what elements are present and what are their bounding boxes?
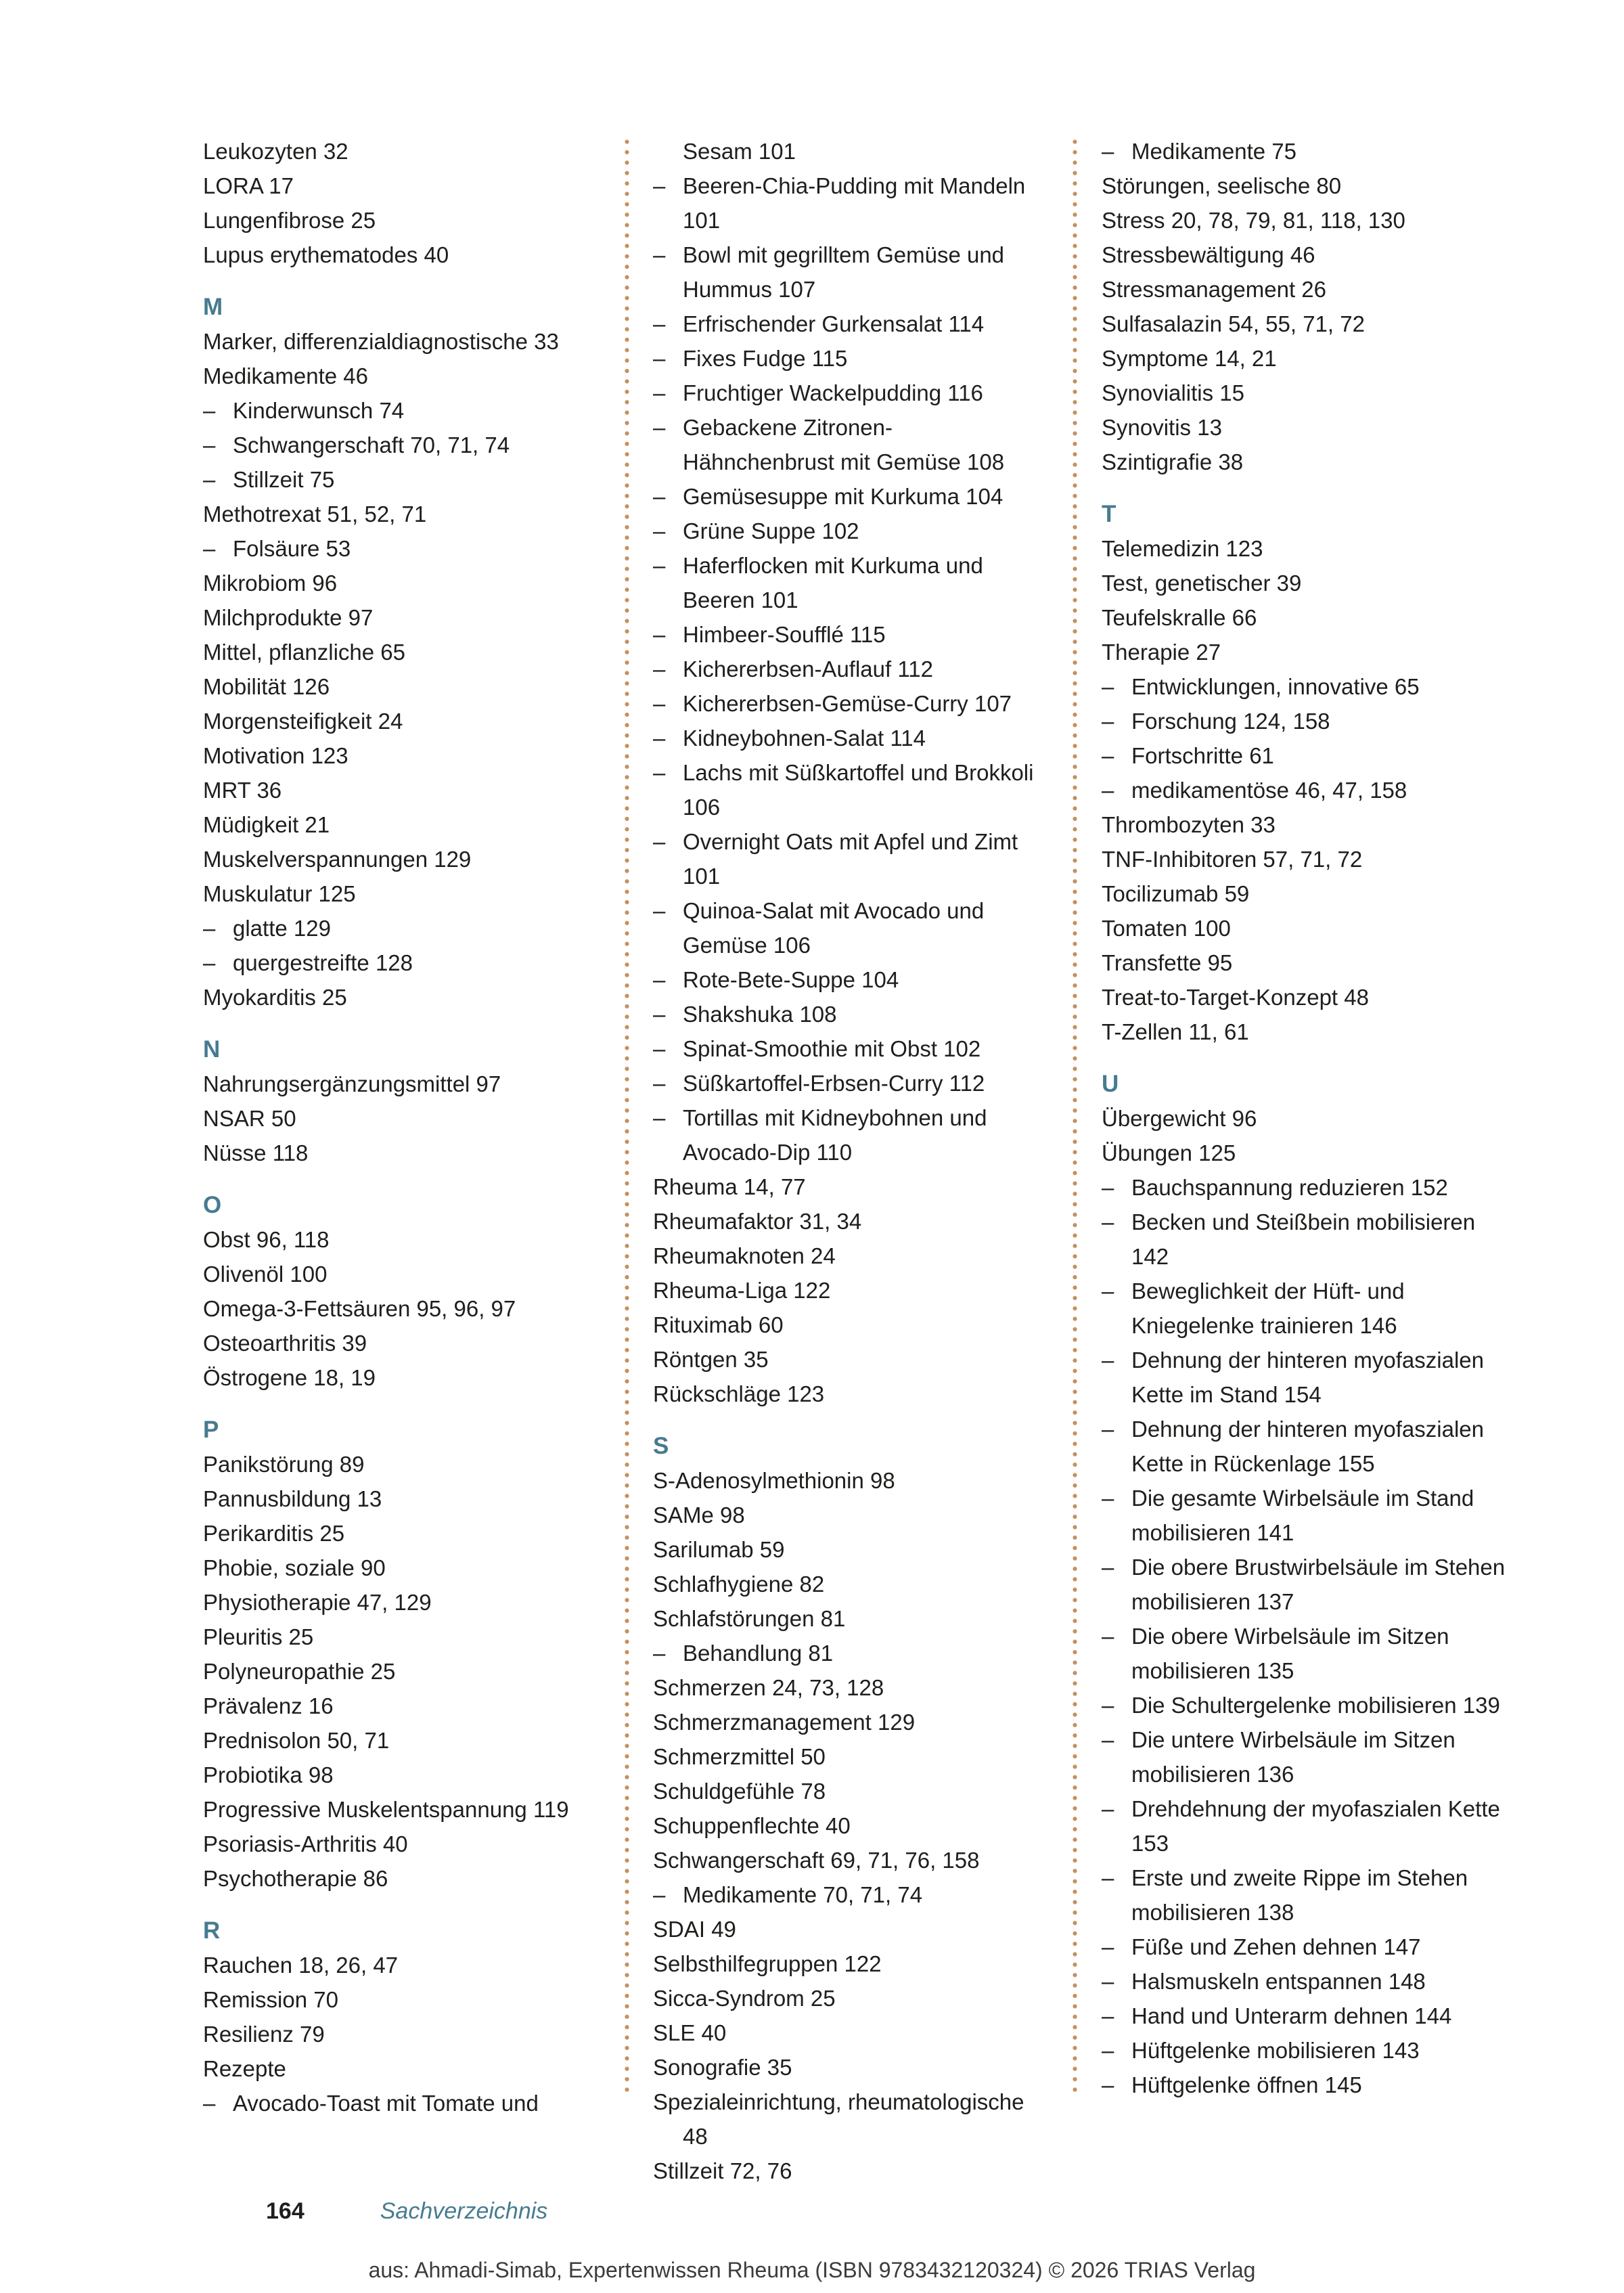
index-column-1: [203, 134, 592, 2120]
subentry-dash: –: [1102, 1624, 1114, 1649]
index-entry: Telemedizin 123: [1102, 536, 1263, 561]
index-entry: Panikstörung 89: [203, 1452, 365, 1477]
index-entry: Lungenfibrose 25: [203, 208, 376, 233]
index-subentry: – Entwicklungen, innovative 65: [1102, 669, 1508, 704]
copyright-line: aus: Ahmadi-Simab, Expertenwissen Rheuma (ISBN 9783432120324) © 2026 TRIAS Verlag: [368, 2258, 1256, 2282]
subentry-dash: –: [203, 950, 216, 975]
index-entry: Pleuritis 25: [203, 1624, 314, 1649]
index-entry: Treat-to-Target-Konzept 48: [1102, 985, 1369, 1010]
index-entry: Schmerzmittel 50: [653, 1744, 826, 1769]
index-entry: Tomaten 100: [1102, 916, 1231, 941]
index-subentry: – Die obere Brustwirbelsäule im Stehen mobilisieren 137: [1102, 1550, 1508, 1619]
index-entry: Motivation 123: [203, 743, 348, 768]
index-subentry: – Kidneybohnen-Salat 114: [653, 721, 1042, 755]
index-entry: MRT 36: [203, 778, 282, 803]
index-entry: Muskelverspannungen 129: [203, 847, 472, 872]
subentry-dash: –: [1102, 2003, 1114, 2028]
index-subentry: – Süßkartoffel-Erbsen-Curry 112: [653, 1066, 1042, 1100]
index-entry: Schlafstörungen 81: [653, 1606, 846, 1631]
letter-heading: R: [203, 1917, 221, 1944]
subentry-dash: –: [653, 242, 666, 267]
index-subentry: – Beeren-Chia-Pudding mit Mandeln 101: [653, 169, 1042, 238]
subentry-dash: –: [653, 656, 666, 682]
index-entry: Stressmanagement 26: [1102, 277, 1327, 302]
letter-heading: S: [653, 1433, 669, 1459]
subentry-dash: –: [653, 1071, 666, 1096]
index-subentry: – Overnight Oats mit Apfel und Zimt 101: [653, 824, 1042, 893]
index-subentry: – Medikamente 75: [1102, 134, 1508, 169]
index-entry: Nüsse 118: [203, 1140, 309, 1165]
index-subentry: – Shakshuka 108: [653, 997, 1042, 1031]
index-entry: Schmerzen 24, 73, 128: [653, 1675, 884, 1700]
index-entry: Omega-3-Fettsäuren 95, 96, 97: [203, 1296, 516, 1321]
subentry-dash: –: [1102, 1278, 1114, 1304]
index-subentry: – Hüftgelenke mobilisieren 143: [1102, 2033, 1508, 2068]
subentry-dash: –: [203, 916, 216, 941]
subentry-dash: –: [1102, 743, 1114, 768]
index-entry: SLE 40: [653, 2020, 727, 2045]
index-entry: Teufelskralle 66: [1102, 605, 1257, 630]
index-entry: Schwangerschaft 69, 71, 76, 158: [653, 1848, 980, 1873]
subentry-dash: –: [653, 622, 666, 647]
subentry-dash: –: [653, 1036, 666, 1061]
index-entry: Progressive Muskelentspannung 119: [203, 1797, 569, 1822]
index-subentry: – Dehnung der hinteren myofaszialen Kette in Rückenlage 155: [1102, 1412, 1508, 1481]
index-entry: Polyneuropathie 25: [203, 1659, 396, 1684]
index-entry: Schmerzmanagement 129: [653, 1710, 916, 1735]
index-entry: Szintigrafie 38: [1102, 449, 1244, 474]
index-subentry: – Fortschritte 61: [1102, 738, 1508, 773]
column-separator-1: [625, 139, 629, 2098]
index-subentry: – Medikamente 70, 71, 74: [653, 1877, 1042, 1912]
subentry-dash: –: [203, 432, 216, 458]
index-entry: Östrogene 18, 19: [203, 1365, 376, 1390]
index-subentry: – Halsmuskeln entspannen 148: [1102, 1964, 1508, 1999]
subentry-dash: –: [1102, 1348, 1114, 1373]
index-entry: NSAR 50: [203, 1106, 296, 1131]
index-subentry: – Stillzeit 75: [203, 462, 592, 497]
index-subentry: – Becken und Steißbein mobilisieren 142: [1102, 1205, 1508, 1274]
subentry-dash: –: [1102, 139, 1114, 164]
index-entry: Nahrungsergänzungsmittel 97: [203, 1071, 501, 1096]
index-subentry: – Erste und zweite Rippe im Stehen mobilisieren 138: [1102, 1861, 1508, 1930]
index-subentry: – Erfrischender Gurkensalat 114: [653, 307, 1042, 341]
subentry-dash: –: [653, 173, 666, 198]
index-entry: Schuldgefühle 78: [653, 1779, 826, 1804]
index-entry: Synovitis 13: [1102, 415, 1222, 440]
index-subentry: – Bowl mit gegrilltem Gemüse und Hummus 107: [653, 238, 1042, 307]
subentry-dash: –: [1102, 1555, 1114, 1580]
index-entry: Psoriasis-Arthritis 40: [203, 1831, 408, 1856]
index-subentry: – Die Schultergelenke mobilisieren 139: [1102, 1688, 1508, 1722]
subentry-dash: –: [653, 760, 666, 785]
index-entry: Therapie 27: [1102, 640, 1221, 665]
index-entry: Lupus erythematodes 40: [203, 242, 449, 267]
index-entry: Tocilizumab 59: [1102, 881, 1250, 906]
subentry-dash: –: [1102, 1796, 1114, 1821]
index-subentry: – Forschung 124, 158: [1102, 704, 1508, 738]
subentry-dash: –: [653, 380, 666, 405]
index-entry: Stillzeit 72, 76: [653, 2158, 792, 2183]
subentry-dash: –: [653, 518, 666, 543]
index-entry: Übungen 125: [1102, 1140, 1236, 1165]
subentry-dash: –: [653, 484, 666, 509]
index-entry: Physiotherapie 47, 129: [203, 1590, 432, 1615]
subentry-dash: –: [1102, 709, 1114, 734]
index-entry: Olivenöl 100: [203, 1262, 328, 1287]
subentry-dash: –: [653, 415, 666, 440]
index-entry: Thrombozyten 33: [1102, 812, 1276, 837]
index-entry: Rituximab 60: [653, 1312, 784, 1337]
index-subentry: – Die obere Wirbelsäule im Sitzen mobilisieren 135: [1102, 1619, 1508, 1688]
index-entry: Müdigkeit 21: [203, 812, 330, 837]
subentry-dash: –: [653, 726, 666, 751]
index-entry: Rheuma-Liga 122: [653, 1278, 831, 1303]
index-subentry: – Spinat-Smoothie mit Obst 102: [653, 1031, 1042, 1066]
index-subentry: – Avocado-Toast mit Tomate und: [203, 2086, 592, 2120]
subentry-dash: –: [1102, 2038, 1114, 2063]
subentry-dash: –: [1102, 1209, 1114, 1234]
index-entry: Sarilumab 59: [653, 1537, 785, 1562]
index-entry: Remission 70: [203, 1987, 338, 2012]
letter-heading: T: [1102, 501, 1116, 527]
index-subentry: – Fruchtiger Wackelpudding 116: [653, 376, 1042, 410]
index-subentry: – Grüne Suppe 102: [653, 514, 1042, 548]
index-subentry: – Drehdehnung der myofaszialen Kette 153: [1102, 1791, 1508, 1861]
index-entry: Rauchen 18, 26, 47: [203, 1953, 399, 1978]
index-subentry: – Himbeer-Soufflé 115: [653, 617, 1042, 652]
index-entry: Stress 20, 78, 79, 81, 118, 130: [1102, 208, 1405, 233]
subentry-dash: –: [653, 967, 666, 992]
index-entry: Spezialeinrichtung, rheumatologische 48: [653, 2089, 1024, 2149]
section-title: Sachverzeichnis: [380, 2198, 548, 2224]
index-entry: Test, genetischer 39: [1102, 571, 1302, 596]
index-entry: Psychotherapie 86: [203, 1866, 388, 1891]
page-number: 164: [266, 2198, 304, 2224]
letter-heading: U: [1102, 1071, 1119, 1097]
index-entry: TNF-Inhibitoren 57, 71, 72: [1102, 847, 1363, 872]
index-entry: Schuppenflechte 40: [653, 1813, 851, 1838]
subentry-dash: –: [653, 1641, 666, 1666]
index-subentry: – Rote-Bete-Suppe 104: [653, 962, 1042, 997]
index-entry: Methotrexat 51, 52, 71: [203, 502, 427, 527]
index-entry: T-Zellen 11, 61: [1102, 1019, 1249, 1044]
index-entry: Übergewicht 96: [1102, 1106, 1257, 1131]
index-subentry: – Schwangerschaft 70, 71, 74: [203, 428, 592, 462]
index-entry: Marker, differenzialdiagnostische 33: [203, 329, 559, 354]
index-subentry: – Füße und Zehen dehnen 147: [1102, 1930, 1508, 1964]
index-entry: LORA 17: [203, 173, 294, 198]
subentry-dash: –: [653, 1105, 666, 1130]
index-entry: Sulfasalazin 54, 55, 71, 72: [1102, 311, 1365, 336]
index-subentry: – Gemüsesuppe mit Kurkuma 104: [653, 479, 1042, 514]
index-entry: Probiotika 98: [203, 1762, 334, 1787]
subentry-dash: –: [653, 346, 666, 371]
index-subentry: – glatte 129: [203, 911, 592, 945]
index-entry: Morgensteifigkeit 24: [203, 709, 403, 734]
index-subentry: – quergestreifte 128: [203, 945, 592, 980]
index-subentry: – Tortillas mit Kidneybohnen und Avocado-Dip 110: [653, 1100, 1042, 1170]
index-subentry: – Haferflocken mit Kurkuma und Beeren 101: [653, 548, 1042, 617]
index-entry: Schlafhygiene 82: [653, 1572, 825, 1597]
index-entry: Phobie, soziale 90: [203, 1555, 386, 1580]
index-entry: Sicca-Syndrom 25: [653, 1986, 836, 2011]
page-footer: [266, 2198, 547, 2225]
subentry-dash: –: [1102, 1865, 1114, 1890]
index-subentry: – Folsäure 53: [203, 531, 592, 566]
subentry-dash: –: [1102, 1969, 1114, 1994]
index-entry: Röntgen 35: [653, 1347, 769, 1372]
index-subentry: – medikamentöse 46, 47, 158: [1102, 773, 1508, 807]
index-entry: Selbsthilfegruppen 122: [653, 1951, 882, 1976]
letter-heading: N: [203, 1036, 221, 1063]
subentry-dash: –: [653, 311, 666, 336]
index-entry: Störungen, seelische 80: [1102, 173, 1342, 198]
index-entry: Rückschläge 123: [653, 1381, 825, 1406]
letter-heading: M: [203, 294, 223, 320]
index-subentry: – Kinderwunsch 74: [203, 393, 592, 428]
subentry-dash: –: [1102, 778, 1114, 803]
letter-heading: P: [203, 1417, 219, 1443]
index-entry: Prävalenz 16: [203, 1693, 334, 1718]
index-subentry: – Hüftgelenke öffnen 145: [1102, 2068, 1508, 2102]
index-subentry: – Bauchspannung reduzieren 152: [1102, 1170, 1508, 1205]
index-entry: Rheuma 14, 77: [653, 1174, 806, 1199]
subentry-dash: –: [203, 398, 216, 423]
index-entry: Symptome 14, 21: [1102, 346, 1277, 371]
index-subentry: – Die gesamte Wirbelsäule im Stand mobilisieren 141: [1102, 1481, 1508, 1550]
index-entry: Leukozyten 32: [203, 139, 348, 164]
index-entry: SDAI 49: [653, 1917, 736, 1942]
column-separator-2: [1073, 139, 1077, 2098]
index-subentry: – Behandlung 81: [653, 1636, 1042, 1670]
letter-heading: O: [203, 1192, 222, 1218]
index-entry: Medikamente 46: [203, 363, 368, 388]
index-entry: Transfette 95: [1102, 950, 1233, 975]
index-entry: Perikarditis 25: [203, 1521, 345, 1546]
subentry-dash: –: [653, 691, 666, 716]
index-entry: S-Adenosylmethionin 98: [653, 1468, 895, 1493]
index-entry: Pannusbildung 13: [203, 1486, 382, 1511]
subentry-dash: –: [1102, 1175, 1114, 1200]
index-column-2: [653, 134, 1042, 2188]
index-entry: Myokarditis 25: [203, 985, 347, 1010]
index-subentry: – Hand und Unterarm dehnen 144: [1102, 1999, 1508, 2033]
index-entry: Rheumafaktor 31, 34: [653, 1209, 862, 1234]
index-entry: Osteoarthritis 39: [203, 1331, 367, 1356]
index-entry: Mobilität 126: [203, 674, 330, 699]
index-entry: Prednisolon 50, 71: [203, 1728, 390, 1753]
subentry-dash: –: [653, 553, 666, 578]
index-entry: Mittel, pflanzliche 65: [203, 640, 405, 665]
index-entry: Rezepte: [203, 2056, 286, 2081]
index-subentry: – Quinoa-Salat mit Avocado und Gemüse 106: [653, 893, 1042, 962]
index-subentry: – Beweglichkeit der Hüft- und Kniegelenke trainieren 146: [1102, 1274, 1508, 1343]
index-subentry: – Die untere Wirbelsäule im Sitzen mobilisieren 136: [1102, 1722, 1508, 1791]
index-entry: Obst 96, 118: [203, 1227, 330, 1252]
subentry-dash: –: [1102, 1693, 1114, 1718]
index-subentry: – Kichererbsen-Auflauf 112: [653, 652, 1042, 686]
subentry-dash: –: [1102, 1934, 1114, 1959]
index-entry-continuation: Sesam 101: [683, 139, 796, 164]
index-entry: Rheumaknoten 24: [653, 1243, 836, 1268]
index-subentry: – Fixes Fudge 115: [653, 341, 1042, 376]
subentry-dash: –: [1102, 1486, 1114, 1511]
subentry-dash: –: [203, 536, 216, 561]
subentry-dash: –: [1102, 1417, 1114, 1442]
subentry-dash: –: [1102, 1727, 1114, 1752]
subentry-dash: –: [1102, 2072, 1114, 2097]
index-subentry: – Dehnung der hinteren myofaszialen Kette im Stand 154: [1102, 1343, 1508, 1412]
subentry-dash: –: [653, 1882, 666, 1907]
subentry-dash: –: [653, 1002, 666, 1027]
index-entry: Resilienz 79: [203, 2022, 325, 2047]
index-subentry: – Kichererbsen-Gemüse-Curry 107: [653, 686, 1042, 721]
index-subentry: – Gebackene Zitronen-Hähnchenbrust mit Gemüse 108: [653, 410, 1042, 479]
subentry-dash: –: [1102, 674, 1114, 699]
index-entry: Sonografie 35: [653, 2055, 792, 2080]
index-entry: Muskulatur 125: [203, 881, 356, 906]
index-entry: Synovialitis 15: [1102, 380, 1244, 405]
subentry-dash: –: [653, 829, 666, 854]
index-column-3: [1102, 134, 1508, 2102]
index-entry: Mikrobiom 96: [203, 571, 338, 596]
subentry-dash: –: [653, 898, 666, 923]
index-entry: Milchprodukte 97: [203, 605, 374, 630]
subentry-dash: –: [203, 2091, 216, 2116]
index-subentry: – Lachs mit Süßkartoffel und Brokkoli 106: [653, 755, 1042, 824]
index-entry: Stressbewältigung 46: [1102, 242, 1315, 267]
subentry-dash: –: [203, 467, 216, 492]
index-entry: SAMe 98: [653, 1502, 745, 1528]
